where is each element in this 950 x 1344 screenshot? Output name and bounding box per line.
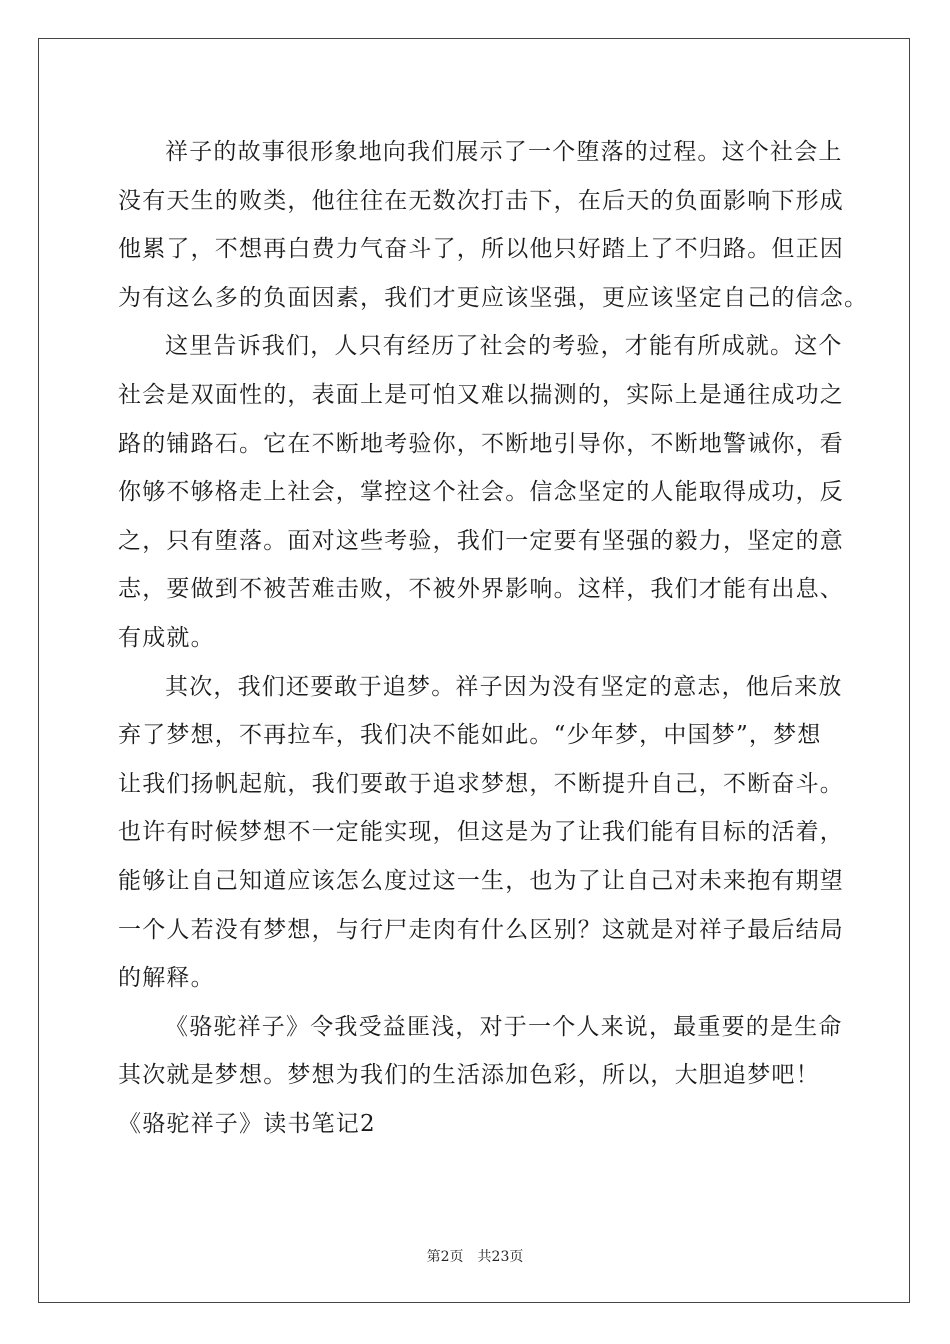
paragraph-line: 之，只有堕落。面对这些考验，我们一定要有坚强的毅力，坚定的意	[118, 527, 844, 554]
paragraph-line: 祥子的故事很形象地向我们展示了一个堕落的过程。这个社会上	[165, 139, 843, 165]
paragraph-line: 《骆驼祥子》令我受益匪浅，对于一个人来说，最重要的是生命	[165, 1013, 843, 1040]
paragraph-line: 他累了，不想再白费力气奋斗了，所以他只好踏上了不归路。但正因	[118, 236, 844, 263]
section-heading: 《骆驼祥子》读书笔记2	[118, 1110, 376, 1137]
paragraph-line: 没有天生的败类，他往往在无数次打击下，在后天的负面影响下形成	[118, 187, 844, 214]
paragraph-line: 有成就。	[118, 624, 215, 651]
page-total: 共23页	[477, 1249, 524, 1265]
paragraph-line: 也许有时候梦想不一定能实现，但这是为了让我们能有目标的活着，	[118, 819, 844, 846]
paragraph-line: 这里告诉我们，人只有经历了社会的考验，才能有所成就。这个	[165, 333, 843, 360]
paragraph-line: 其次，我们还要敢于追梦。祥子因为没有坚定的意志，他后来放	[165, 673, 843, 700]
paragraph-line: 为有这么多的负面因素，我们才更应该坚强，更应该坚定自己的信念。	[118, 284, 869, 311]
paragraph-line: 志，要做到不被苦难击败，不被外界影响。这样，我们才能有出息、	[118, 576, 844, 603]
page-footer	[0, 1246, 950, 1266]
paragraph-line: 你够不够格走上社会，掌控这个社会。信念坚定的人能取得成功，反	[118, 479, 844, 506]
paragraph-line: 路的铺路石。它在不断地考验你，不断地引导你，不断地警诫你，看	[118, 430, 844, 457]
paragraph-line: 让我们扬帆起航，我们要敢于追求梦想，不断提升自己，不断奋斗。	[118, 770, 844, 797]
document-body	[118, 128, 869, 1148]
page-number: 第2页	[426, 1249, 464, 1265]
paragraph-line: 一个人若没有梦想，与行尸走肉有什么区别？这就是对祥子最后结局	[118, 916, 844, 943]
paragraph-line: 其次就是梦想。梦想为我们的生活添加色彩，所以，大胆追梦吧！	[118, 1062, 820, 1089]
paragraph-line: 社会是双面性的，表面上是可怕又难以揣测的，实际上是通往成功之	[118, 381, 844, 408]
paragraph-line: 的解释。	[118, 965, 215, 992]
paragraph-line: 能够让自己知道应该怎么度过这一生，也为了让自己对未来抱有期望	[118, 867, 844, 894]
paragraph-line: 弃了梦想，不再拉车，我们决不能如此。“少年梦，中国梦”，梦想	[118, 722, 822, 749]
